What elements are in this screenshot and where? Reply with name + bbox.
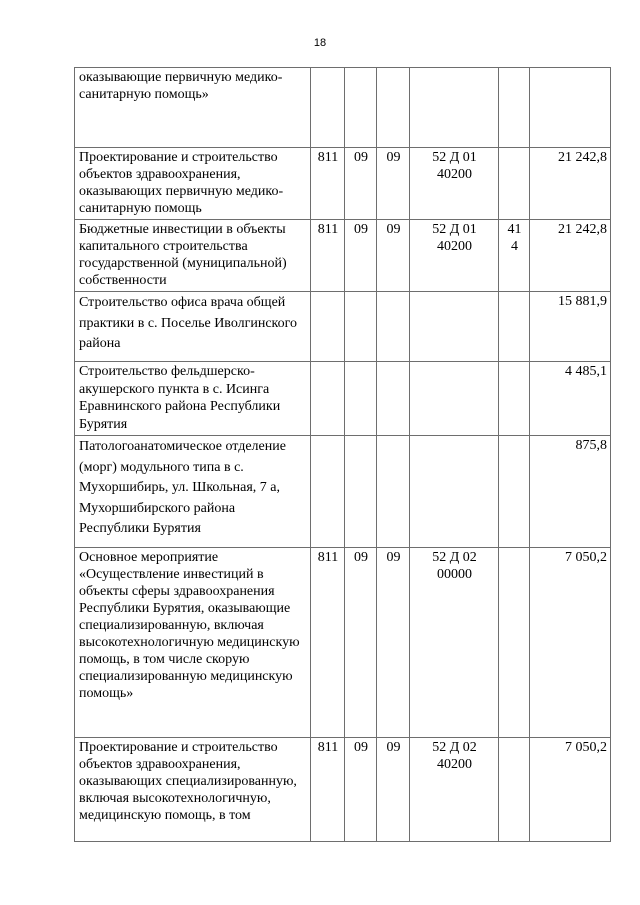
row-rz: 09 [345,220,377,292]
row-pr [377,436,410,548]
row-rz: 09 [345,738,377,842]
page-number: 18 [313,37,327,49]
row-grbs [311,362,345,436]
row-amount: 21 242,8 [530,148,611,220]
row-grbs [311,68,345,148]
row-name: оказывающие первичную медико-санитарную помощь» [75,68,311,148]
row-grbs: 811 [311,220,345,292]
table-row [75,220,611,292]
row-pr: 09 [377,220,410,292]
table-row [75,148,611,220]
row-name: Строительство офиса врача общей практики в с. Поселье Иволгинского района [75,292,311,362]
row-vr [499,738,530,842]
table-row [75,436,611,548]
table-row [75,68,611,148]
row-pr: 09 [377,738,410,842]
row-rz: 09 [345,548,377,738]
row-rz [345,68,377,148]
row-amount: 21 242,8 [530,220,611,292]
row-amount: 7 050,2 [530,548,611,738]
row-vr [499,68,530,148]
row-amount: 4 485,1 [530,362,611,436]
row-grbs [311,436,345,548]
row-vr [499,292,530,362]
budget-table [74,67,611,842]
table-row [75,738,611,842]
row-grbs: 811 [311,548,345,738]
row-amount: 7 050,2 [530,738,611,842]
row-pr [377,68,410,148]
row-vr [499,436,530,548]
row-name: Строительство фельдшерско-акушерского пункта в с. Исинга Еравнинского района Республики Бурятия [75,362,311,436]
row-amount: 15 881,9 [530,292,611,362]
row-grbs: 811 [311,738,345,842]
row-csr: 52 Д 02 40200 [410,738,499,842]
row-vr [499,548,530,738]
row-rz [345,362,377,436]
row-csr [410,292,499,362]
row-vr: 41 4 [499,220,530,292]
row-csr: 52 Д 02 00000 [410,548,499,738]
row-pr [377,292,410,362]
row-name: Основное мероприятие «Осуществление инвестиций в объекты сферы здравоохранения Республики Бурятия, оказывающие специализированную, включая высокотехнологичную медицинскую помощь, в том числе скорую специализированную медицинскую помощь» [75,548,311,738]
table-row [75,548,611,738]
row-pr: 09 [377,548,410,738]
row-name: Патологоанатомическое отделение (морг) модульного типа в с. Мухоршибирь, ул. Школьная, 7 а, Мухоршибирского района Республики Бурятия [75,436,311,548]
row-csr [410,362,499,436]
row-rz [345,436,377,548]
row-rz: 09 [345,148,377,220]
row-csr: 52 Д 01 40200 [410,148,499,220]
row-name: Проектирование и строительство объектов здравоохранения, оказывающих первичную медико-санитарную помощь [75,148,311,220]
row-csr [410,68,499,148]
row-csr [410,436,499,548]
table-row [75,292,611,362]
row-vr [499,148,530,220]
row-pr: 09 [377,148,410,220]
row-name: Бюджетные инвестиции в объекты капитального строительства государственной (муниципальной) собственности [75,220,311,292]
row-rz [345,292,377,362]
row-vr [499,362,530,436]
row-grbs: 811 [311,148,345,220]
row-csr: 52 Д 01 40200 [410,220,499,292]
row-name: Проектирование и строительство объектов здравоохранения, оказывающих специализированную, включая высокотехнологичную, медицинскую помощь, в том [75,738,311,842]
table-row [75,362,611,436]
row-grbs [311,292,345,362]
row-pr [377,362,410,436]
row-amount [530,68,611,148]
row-amount: 875,8 [530,436,611,548]
